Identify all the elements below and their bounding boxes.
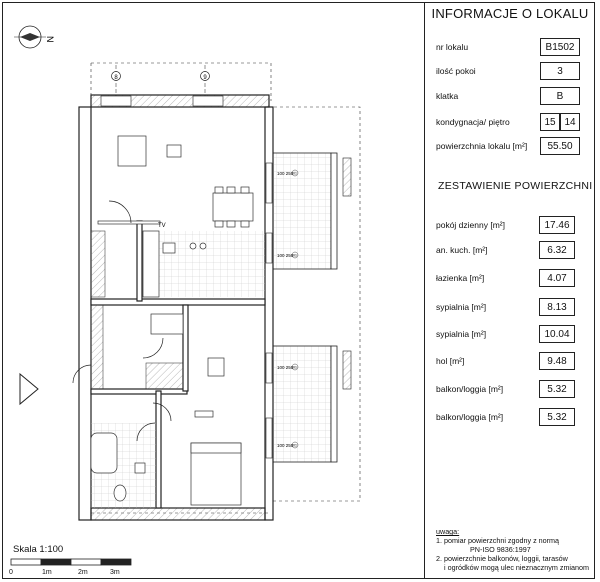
area-label: sypialnia [m²] [436, 302, 487, 312]
area-value: 6.32 [539, 241, 575, 259]
areas-title: ZESTAWIENIE POWIERZCHNI [438, 180, 593, 192]
axis-label: 9 [203, 75, 207, 81]
info-row-kondygnacja [436, 113, 586, 133]
area-row [436, 241, 586, 261]
area-row [436, 408, 586, 428]
panel-title: INFORMACJE O LOKALU [431, 6, 589, 21]
sill-code: 01 [293, 365, 297, 370]
area-label: sypialnia [m²] [436, 329, 487, 339]
info-value: 3 [540, 62, 580, 80]
area-row [436, 380, 586, 400]
info-value-kondygnacja: 15 [540, 113, 560, 131]
info-value: B [540, 87, 580, 105]
scale-label: Skala 1:100 [13, 544, 64, 555]
axis-markers [112, 65, 210, 97]
info-row-nr-lokalu [436, 38, 586, 58]
scale-tick: 2m [78, 569, 88, 576]
hall-hatch-1 [91, 231, 105, 297]
entrance-arrow-icon [20, 374, 38, 404]
area-label: hol [m²] [436, 356, 465, 366]
wardrobe [91, 305, 103, 389]
floor-plan [3, 3, 423, 578]
info-value: B1502 [540, 38, 580, 56]
sill-code: 01 [293, 171, 297, 176]
north-arrow-icon [14, 26, 55, 48]
scale-tick: 1m [42, 569, 52, 576]
area-label: an. kuch. [m²] [436, 245, 488, 255]
notes-line: PN-ISO 9836:1997 [470, 545, 531, 554]
hall-hatch-2 [146, 363, 183, 389]
area-label: balkon/loggia [m²] [436, 412, 504, 422]
axis-label: 8 [114, 75, 118, 81]
area-value: 8.13 [539, 298, 575, 316]
sill-label: 100 250 [277, 253, 294, 258]
area-value: 9.48 [539, 352, 575, 370]
sill-label: 100 250 [277, 171, 294, 176]
area-value: 10.04 [539, 325, 575, 343]
area-row [436, 216, 586, 236]
panel-divider [424, 2, 425, 579]
area-row [436, 269, 586, 289]
area-label: balkon/loggia [m²] [436, 384, 504, 394]
info-value-pietro: 14 [560, 113, 580, 131]
sill-code: 01 [293, 253, 297, 258]
scale-bar [10, 556, 135, 568]
sill-code: 01 [293, 443, 297, 448]
notes [436, 527, 589, 572]
area-label: pokój dzienny [m²] [436, 220, 505, 230]
scale-tick: 3m [110, 569, 120, 576]
info-row-klatka [436, 87, 586, 107]
info-label: nr lokalu [436, 42, 469, 52]
notes-line: i ogródków mogą ulec nieznacznym zmianom [444, 563, 590, 572]
info-row-ilosc-pokoi [436, 62, 586, 82]
area-value: 4.07 [539, 269, 575, 287]
area-label: łazienka [m²] [436, 273, 485, 283]
area-value: 17.46 [539, 216, 575, 234]
north-label: N [45, 36, 55, 43]
info-label: powierzchnia lokalu [m²] [436, 141, 528, 151]
notes-line: 2. powierzchnie balkonów, loggii, tarasów [436, 554, 568, 563]
area-row [436, 352, 586, 372]
area-value: 5.32 [539, 408, 575, 426]
info-label: klatka [436, 91, 459, 101]
area-row [436, 325, 586, 345]
area-row [436, 298, 586, 318]
notes-line: 1. pomiar powierzchni zgodny z normą [436, 536, 560, 545]
sill-label: 100 250 [277, 443, 294, 448]
info-row-powierzchnia [436, 137, 586, 157]
tv-label: TV [158, 223, 166, 229]
furniture [91, 136, 253, 505]
sill-label: 100 250 [277, 365, 294, 370]
info-value: 55.50 [540, 137, 580, 155]
scale-tick: 0 [9, 569, 13, 576]
notes-heading: uwaga: [436, 527, 460, 536]
kitchen-tiles [158, 231, 265, 297]
area-value: 5.32 [539, 380, 575, 398]
info-label: ilość pokoi [436, 66, 476, 76]
info-label: kondygnacja/ piętro [436, 117, 510, 127]
